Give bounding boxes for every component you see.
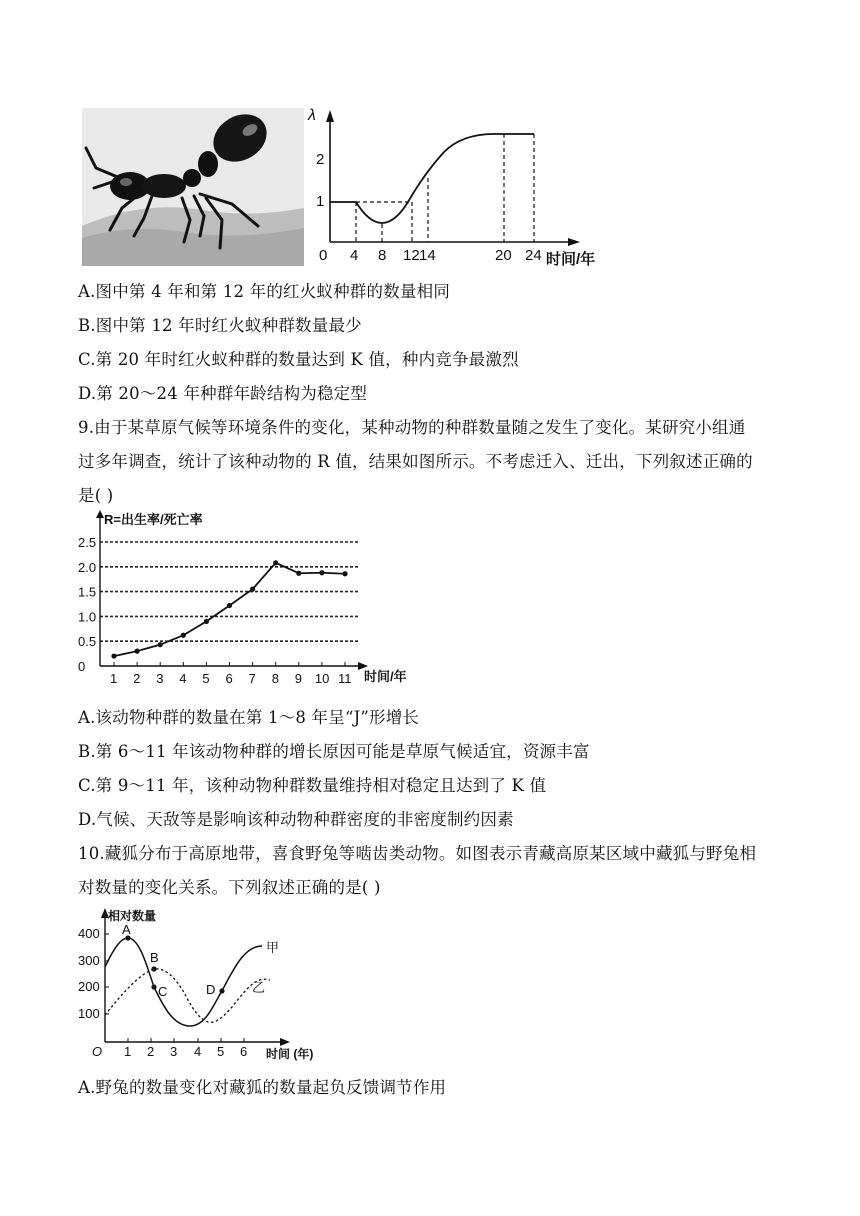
r-x-tick: 10 xyxy=(314,671,330,686)
series-jia xyxy=(105,938,262,1026)
r-x-tick: 4 xyxy=(179,671,187,686)
fh-xlabel: 时间 (年) xyxy=(266,1047,314,1061)
lambda-symbol: λ xyxy=(308,107,316,124)
q9-stem-1: 9.由于某草原气候等环境条件的变化，某种动物的种群数量随之发生了变化。某研究小组通 xyxy=(78,418,746,437)
q9-option-d: D.气候、天敌等是影响该种动物种群密度的非密度制约因素 xyxy=(78,810,514,829)
r-x-tick: 1 xyxy=(110,671,118,686)
label-b: B xyxy=(150,950,159,965)
x-tick-0: 0 xyxy=(319,247,328,264)
q10-stem-2: 对数量的变化关系。下列叙述正确的是( ) xyxy=(78,878,381,897)
r-point-5 xyxy=(204,619,209,624)
fh-x-2: 2 xyxy=(147,1044,155,1059)
r-series-line xyxy=(114,563,345,656)
r-y-arrow xyxy=(96,510,104,518)
label-jia: 甲 xyxy=(266,940,280,955)
fox-hare-chart xyxy=(78,904,338,1064)
x-tick-20: 20 xyxy=(495,247,512,264)
r-point-7 xyxy=(250,587,255,592)
fh-y-200: 200 xyxy=(78,979,100,994)
r-x-tick: 9 xyxy=(294,671,303,686)
r-y-tick: 2.5 xyxy=(78,535,97,550)
label-yi: 乙 xyxy=(252,980,266,995)
r-point-9 xyxy=(296,571,301,576)
r-point-11 xyxy=(342,571,347,576)
x-tick-4: 4 xyxy=(350,247,359,264)
fh-y-400: 400 xyxy=(78,926,100,941)
r-value-chart xyxy=(78,508,438,688)
fh-origin: O xyxy=(92,1044,103,1059)
fh-x-1: 1 xyxy=(124,1044,132,1059)
q9-option-c: C.第 9～11 年，该种动物种群数量维持相对稳定且达到了 K 值 xyxy=(78,776,547,795)
r-xlabel: 时间/年 xyxy=(364,669,407,684)
r-y-tick: 0.5 xyxy=(78,634,97,650)
r-x-tick: 7 xyxy=(248,671,256,686)
lambda-chart xyxy=(304,104,614,268)
point-c xyxy=(151,984,156,989)
series-yi xyxy=(105,969,270,1023)
q8-option-c: C.第 20 年时红火蚁种群的数量达到 K 值，种内竞争最激烈 xyxy=(78,350,519,369)
label-c: C xyxy=(158,984,168,999)
fh-x-4: 4 xyxy=(194,1044,202,1059)
fh-x-6: 6 xyxy=(240,1044,248,1059)
r-y-tick: 0 xyxy=(78,659,86,674)
r-x-tick: 6 xyxy=(225,671,233,686)
q8-option-b: B.图中第 12 年时红火蚁种群数量最少 xyxy=(78,316,362,335)
r-point-8 xyxy=(273,560,278,565)
q9-option-a: A.该动物种群的数量在第 1～8 年呈“J”形增长 xyxy=(78,708,420,727)
r-y-tick: 1.5 xyxy=(78,584,97,600)
point-b xyxy=(151,966,156,971)
r-point-6 xyxy=(227,603,232,608)
r-x-tick: 3 xyxy=(156,671,164,686)
x-tick-14: 14 xyxy=(419,247,436,264)
q10-stem-1: 10.藏狐分布于高原地带，喜食野兔等啮齿类动物。如图表示青藏高原某区域中藏狐与野兔相 xyxy=(78,844,757,863)
label-d: D xyxy=(206,982,216,997)
y-tick-1: 1 xyxy=(316,193,325,210)
r-ylabel: R=出生率/死亡率 xyxy=(104,512,203,527)
q8-option-a: A.图中第 4 年和第 12 年的红火蚁种群的数量相同 xyxy=(78,282,451,301)
r-y-tick: 1.0 xyxy=(78,609,97,625)
fh-ylabel: 相对数量 xyxy=(108,909,157,923)
r-x-tick: 11 xyxy=(338,671,352,686)
q9-stem-2: 过多年调查，统计了该种动物的 R 值，结果如图所示。不考虑迁入、迁出，下列叙述正确的 xyxy=(78,452,753,471)
label-a: A xyxy=(122,922,131,937)
r-x-tick: 2 xyxy=(133,671,141,686)
q9-stem-3: 是( ) xyxy=(78,486,114,505)
x-unit: 时间/年 xyxy=(546,251,596,268)
q9-option-b: B.第 6～11 年该动物种群的增长原因可能是草原气候适宜，资源丰富 xyxy=(78,742,590,761)
x-tick-12: 12 xyxy=(403,247,420,264)
r-point-1 xyxy=(111,653,116,658)
point-d xyxy=(219,988,224,993)
ant-photo xyxy=(82,108,304,266)
r-y-tick: 2.0 xyxy=(78,559,97,575)
fh-x-5: 5 xyxy=(217,1044,225,1059)
fh-y-300: 300 xyxy=(78,953,100,968)
q10-option-a: A.野兔的数量变化对藏狐的数量起负反馈调节作用 xyxy=(78,1078,447,1097)
x-tick-8: 8 xyxy=(378,247,387,264)
r-x-tick: 8 xyxy=(271,671,279,686)
r-point-3 xyxy=(158,642,163,647)
r-point-10 xyxy=(319,570,324,575)
r-point-4 xyxy=(181,633,186,638)
y-tick-2: 2 xyxy=(316,151,325,168)
r-point-2 xyxy=(135,649,140,654)
fh-y-100: 100 xyxy=(78,1006,100,1021)
r-x-tick: 5 xyxy=(202,671,210,686)
q8-option-d: D.第 20～24 年种群年龄结构为稳定型 xyxy=(78,384,368,403)
x-tick-24: 24 xyxy=(525,247,542,264)
fh-x-3: 3 xyxy=(170,1044,178,1059)
